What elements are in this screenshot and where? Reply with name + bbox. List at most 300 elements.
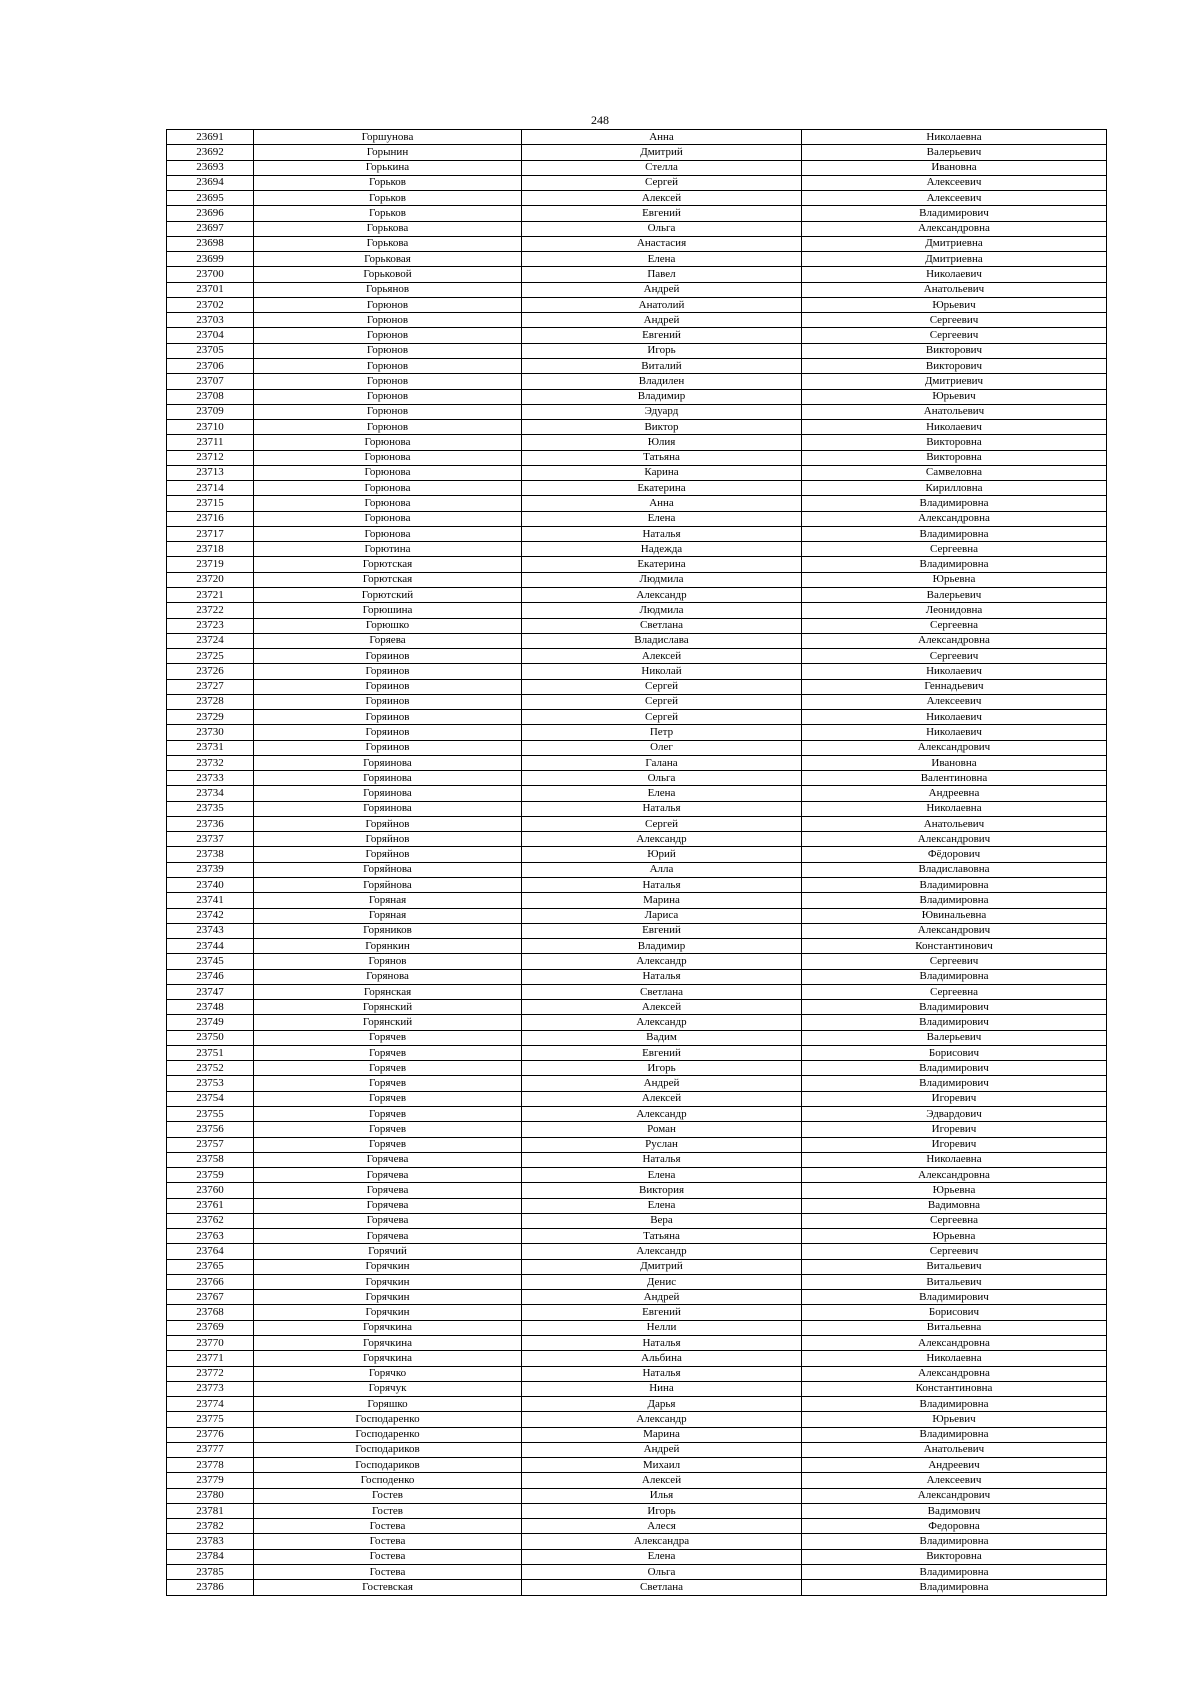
table-row (167, 328, 1107, 343)
record-number-cell: 23708 (167, 389, 254, 404)
surname-cell: Горьковой (254, 267, 522, 282)
table-row (167, 404, 1107, 419)
record-number-cell: 23713 (167, 465, 254, 480)
first-name-cell: Анна (522, 496, 802, 511)
patronymic-cell: Владимирович (802, 1000, 1107, 1015)
record-number-cell: 23779 (167, 1473, 254, 1488)
patronymic-cell: Сергеевич (802, 649, 1107, 664)
table-row (167, 1458, 1107, 1473)
patronymic-cell: Александрович (802, 923, 1107, 938)
record-number-cell: 23737 (167, 832, 254, 847)
record-number-cell: 23732 (167, 755, 254, 770)
table-row (167, 1183, 1107, 1198)
surname-cell: Горюнов (254, 358, 522, 373)
record-number-cell: 23782 (167, 1519, 254, 1534)
patronymic-cell: Сергеевна (802, 1213, 1107, 1228)
first-name-cell: Елена (522, 511, 802, 526)
first-name-cell: Наталья (522, 1335, 802, 1350)
patronymic-cell: Дмитриевич (802, 374, 1107, 389)
record-number-cell: 23744 (167, 939, 254, 954)
surname-cell: Горькова (254, 236, 522, 251)
table-row (167, 236, 1107, 251)
table-row (167, 847, 1107, 862)
surname-cell: Горячев (254, 1122, 522, 1137)
record-number-cell: 23729 (167, 710, 254, 725)
first-name-cell: Денис (522, 1274, 802, 1289)
record-number-cell: 23746 (167, 969, 254, 984)
first-name-cell: Наталья (522, 526, 802, 541)
record-number-cell: 23716 (167, 511, 254, 526)
record-number-cell: 23739 (167, 862, 254, 877)
record-number-cell: 23775 (167, 1412, 254, 1427)
surname-cell: Горянский (254, 1015, 522, 1030)
first-name-cell: Евгений (522, 923, 802, 938)
record-number-cell: 23692 (167, 145, 254, 160)
patronymic-cell: Николаевна (802, 130, 1107, 145)
surname-cell: Горюнова (254, 526, 522, 541)
table-row (167, 694, 1107, 709)
table-row (167, 221, 1107, 236)
first-name-cell: Алексей (522, 1473, 802, 1488)
surname-cell: Горюнова (254, 450, 522, 465)
first-name-cell: Ольга (522, 221, 802, 236)
first-name-cell: Виктория (522, 1183, 802, 1198)
surname-cell: Горяйнов (254, 816, 522, 831)
first-name-cell: Карина (522, 465, 802, 480)
patronymic-cell: Анатольевич (802, 282, 1107, 297)
record-number-cell: 23707 (167, 374, 254, 389)
record-number-cell: 23759 (167, 1168, 254, 1183)
table-row (167, 1351, 1107, 1366)
record-number-cell: 23705 (167, 343, 254, 358)
surname-cell: Горячев (254, 1107, 522, 1122)
patronymic-cell: Игоревич (802, 1122, 1107, 1137)
record-number-cell: 23752 (167, 1061, 254, 1076)
surname-cell: Горяйнов (254, 832, 522, 847)
patronymic-cell: Дмитриевна (802, 252, 1107, 267)
record-number-cell: 23695 (167, 191, 254, 206)
table-row (167, 511, 1107, 526)
table-row (167, 1503, 1107, 1518)
table-row (167, 343, 1107, 358)
surname-cell: Горшунова (254, 130, 522, 145)
patronymic-cell: Владимирович (802, 1290, 1107, 1305)
table-row (167, 1412, 1107, 1427)
record-number-cell: 23757 (167, 1137, 254, 1152)
first-name-cell: Виктор (522, 420, 802, 435)
record-number-cell: 23761 (167, 1198, 254, 1213)
first-name-cell: Елена (522, 1198, 802, 1213)
first-name-cell: Игорь (522, 1503, 802, 1518)
table-row (167, 1366, 1107, 1381)
first-name-cell: Елена (522, 786, 802, 801)
record-number-cell: 23765 (167, 1259, 254, 1274)
first-name-cell: Нина (522, 1381, 802, 1396)
first-name-cell: Виталий (522, 358, 802, 373)
table-row (167, 1244, 1107, 1259)
patronymic-cell: Алексеевич (802, 175, 1107, 190)
first-name-cell: Олег (522, 740, 802, 755)
record-number-cell: 23724 (167, 633, 254, 648)
table-row (167, 923, 1107, 938)
patronymic-cell: Вадимович (802, 1503, 1107, 1518)
surname-cell: Горяинов (254, 725, 522, 740)
table-row (167, 1076, 1107, 1091)
patronymic-cell: Леонидовна (802, 603, 1107, 618)
first-name-cell: Светлана (522, 984, 802, 999)
record-number-cell: 23722 (167, 603, 254, 618)
record-number-cell: 23762 (167, 1213, 254, 1228)
table-row (167, 557, 1107, 572)
first-name-cell: Евгений (522, 1045, 802, 1060)
record-number-cell: 23711 (167, 435, 254, 450)
surname-cell: Горюнов (254, 328, 522, 343)
surname-cell: Горячук (254, 1381, 522, 1396)
patronymic-cell: Алексеевич (802, 191, 1107, 206)
table-row (167, 252, 1107, 267)
patronymic-cell: Владимировна (802, 496, 1107, 511)
table-row (167, 374, 1107, 389)
patronymic-cell: Константинович (802, 939, 1107, 954)
surname-cell: Господаренко (254, 1412, 522, 1427)
patronymic-cell: Константиновна (802, 1381, 1107, 1396)
surname-cell: Гостева (254, 1534, 522, 1549)
first-name-cell: Стелла (522, 160, 802, 175)
patronymic-cell: Сергеевич (802, 954, 1107, 969)
first-name-cell: Наталья (522, 1366, 802, 1381)
first-name-cell: Эдуард (522, 404, 802, 419)
first-name-cell: Наталья (522, 801, 802, 816)
table-row (167, 1519, 1107, 1534)
record-number-cell: 23766 (167, 1274, 254, 1289)
surname-cell: Горютская (254, 572, 522, 587)
patronymic-cell: Николаевич (802, 420, 1107, 435)
table-row (167, 1015, 1107, 1030)
patronymic-cell: Ивановна (802, 755, 1107, 770)
record-number-cell: 23769 (167, 1320, 254, 1335)
record-number-cell: 23753 (167, 1076, 254, 1091)
surname-cell: Горюнова (254, 465, 522, 480)
record-number-cell: 23763 (167, 1229, 254, 1244)
record-number-cell: 23740 (167, 878, 254, 893)
surname-cell: Горячев (254, 1137, 522, 1152)
table-row (167, 862, 1107, 877)
first-name-cell: Дарья (522, 1397, 802, 1412)
surname-cell: Горюнова (254, 511, 522, 526)
record-number-cell: 23742 (167, 908, 254, 923)
surname-cell: Горюнова (254, 496, 522, 511)
record-number-cell: 23709 (167, 404, 254, 419)
table-row (167, 175, 1107, 190)
record-number-cell: 23733 (167, 771, 254, 786)
first-name-cell: Александр (522, 832, 802, 847)
surname-cell: Господенко (254, 1473, 522, 1488)
first-name-cell: Александр (522, 1107, 802, 1122)
first-name-cell: Алексей (522, 1000, 802, 1015)
patronymic-cell: Викторович (802, 358, 1107, 373)
first-name-cell: Алексей (522, 191, 802, 206)
patronymic-cell: Витальевич (802, 1274, 1107, 1289)
surname-cell: Горянов (254, 954, 522, 969)
surname-cell: Гостева (254, 1519, 522, 1534)
first-name-cell: Елена (522, 1168, 802, 1183)
patronymic-cell: Николаевич (802, 267, 1107, 282)
record-number-cell: 23696 (167, 206, 254, 221)
patronymic-cell: Сергеевна (802, 984, 1107, 999)
patronymic-cell: Андреевич (802, 1458, 1107, 1473)
patronymic-cell: Николаевна (802, 1152, 1107, 1167)
patronymic-cell: Владимировна (802, 1564, 1107, 1579)
patronymic-cell: Федоровна (802, 1519, 1107, 1534)
patronymic-cell: Александрович (802, 1488, 1107, 1503)
surname-cell: Горянская (254, 984, 522, 999)
surname-cell: Горюнов (254, 420, 522, 435)
patronymic-cell: Александровна (802, 511, 1107, 526)
table-row (167, 832, 1107, 847)
roster-body (167, 130, 1107, 1596)
record-number-cell: 23725 (167, 649, 254, 664)
patronymic-cell: Борисович (802, 1045, 1107, 1060)
first-name-cell: Сергей (522, 694, 802, 709)
patronymic-cell: Валерьевич (802, 145, 1107, 160)
surname-cell: Горюшко (254, 618, 522, 633)
table-row (167, 1534, 1107, 1549)
table-row (167, 984, 1107, 999)
table-row (167, 389, 1107, 404)
surname-cell: Горькова (254, 221, 522, 236)
table-row (167, 1473, 1107, 1488)
table-row (167, 771, 1107, 786)
surname-cell: Горячкин (254, 1259, 522, 1274)
patronymic-cell: Анатольевич (802, 404, 1107, 419)
record-number-cell: 23755 (167, 1107, 254, 1122)
surname-cell: Горьков (254, 206, 522, 221)
surname-cell: Горянова (254, 969, 522, 984)
table-row (167, 542, 1107, 557)
record-number-cell: 23750 (167, 1030, 254, 1045)
first-name-cell: Евгений (522, 206, 802, 221)
record-number-cell: 23774 (167, 1397, 254, 1412)
surname-cell: Горяинов (254, 740, 522, 755)
record-number-cell: 23693 (167, 160, 254, 175)
surname-cell: Горюнова (254, 481, 522, 496)
first-name-cell: Светлана (522, 618, 802, 633)
patronymic-cell: Александровна (802, 221, 1107, 236)
patronymic-cell: Владимирович (802, 1015, 1107, 1030)
first-name-cell: Павел (522, 267, 802, 282)
record-number-cell: 23785 (167, 1564, 254, 1579)
table-row (167, 450, 1107, 465)
patronymic-cell: Валерьевич (802, 587, 1107, 602)
record-number-cell: 23764 (167, 1244, 254, 1259)
first-name-cell: Наталья (522, 1152, 802, 1167)
first-name-cell: Андрей (522, 313, 802, 328)
patronymic-cell: Владимировна (802, 1427, 1107, 1442)
surname-cell: Горяинов (254, 649, 522, 664)
patronymic-cell: Николаевич (802, 710, 1107, 725)
record-number-cell: 23770 (167, 1335, 254, 1350)
table-row (167, 1122, 1107, 1137)
patronymic-cell: Александрович (802, 832, 1107, 847)
table-row (167, 420, 1107, 435)
record-number-cell: 23701 (167, 282, 254, 297)
table-row (167, 954, 1107, 969)
patronymic-cell: Юрьевич (802, 389, 1107, 404)
table-row (167, 191, 1107, 206)
first-name-cell: Галана (522, 755, 802, 770)
first-name-cell: Петр (522, 725, 802, 740)
record-number-cell: 23778 (167, 1458, 254, 1473)
surname-cell: Горячкин (254, 1290, 522, 1305)
first-name-cell: Михаил (522, 1458, 802, 1473)
patronymic-cell: Николаевич (802, 664, 1107, 679)
table-row (167, 740, 1107, 755)
first-name-cell: Наталья (522, 969, 802, 984)
surname-cell: Горячкина (254, 1320, 522, 1335)
table-row (167, 649, 1107, 664)
first-name-cell: Владилен (522, 374, 802, 389)
first-name-cell: Игорь (522, 1061, 802, 1076)
first-name-cell: Руслан (522, 1137, 802, 1152)
first-name-cell: Татьяна (522, 450, 802, 465)
first-name-cell: Елена (522, 1549, 802, 1564)
table-row (167, 755, 1107, 770)
table-row (167, 282, 1107, 297)
surname-cell: Горячева (254, 1198, 522, 1213)
patronymic-cell: Викторовна (802, 435, 1107, 450)
record-number-cell: 23758 (167, 1152, 254, 1167)
surname-cell: Горяйнова (254, 878, 522, 893)
table-row (167, 160, 1107, 175)
table-row (167, 1198, 1107, 1213)
record-number-cell: 23720 (167, 572, 254, 587)
patronymic-cell: Владимировна (802, 1397, 1107, 1412)
table-row (167, 130, 1107, 145)
surname-cell: Горьков (254, 191, 522, 206)
page-number: 248 (591, 113, 609, 127)
record-number-cell: 23702 (167, 297, 254, 312)
patronymic-cell: Владимировна (802, 1580, 1107, 1595)
patronymic-cell: Владимировна (802, 557, 1107, 572)
patronymic-cell: Владимировна (802, 969, 1107, 984)
surname-cell: Горюнов (254, 389, 522, 404)
surname-cell: Горынин (254, 145, 522, 160)
table-row (167, 633, 1107, 648)
surname-cell: Горянкин (254, 939, 522, 954)
record-number-cell: 23784 (167, 1549, 254, 1564)
surname-cell: Горячкин (254, 1305, 522, 1320)
table-row (167, 1427, 1107, 1442)
table-row (167, 893, 1107, 908)
surname-cell: Гостев (254, 1488, 522, 1503)
record-number-cell: 23745 (167, 954, 254, 969)
table-row (167, 1061, 1107, 1076)
patronymic-cell: Сергеевна (802, 542, 1107, 557)
patronymic-cell: Николаевич (802, 725, 1107, 740)
table-row (167, 1549, 1107, 1564)
surname-cell: Горяинов (254, 664, 522, 679)
first-name-cell: Сергей (522, 816, 802, 831)
surname-cell: Горячева (254, 1168, 522, 1183)
patronymic-cell: Борисович (802, 1305, 1107, 1320)
surname-cell: Горюнов (254, 313, 522, 328)
surname-cell: Горяинова (254, 771, 522, 786)
record-number-cell: 23760 (167, 1183, 254, 1198)
surname-cell: Горяйнова (254, 862, 522, 877)
patronymic-cell: Андреевна (802, 786, 1107, 801)
record-number-cell: 23786 (167, 1580, 254, 1595)
record-number-cell: 23736 (167, 816, 254, 831)
table-row (167, 1274, 1107, 1289)
table-row (167, 1320, 1107, 1335)
table-row (167, 1107, 1107, 1122)
surname-cell: Горяная (254, 908, 522, 923)
first-name-cell: Николай (522, 664, 802, 679)
patronymic-cell: Владимировна (802, 1534, 1107, 1549)
table-row (167, 1580, 1107, 1595)
first-name-cell: Наталья (522, 878, 802, 893)
patronymic-cell: Александровна (802, 1335, 1107, 1350)
record-number-cell: 23768 (167, 1305, 254, 1320)
patronymic-cell: Алексеевич (802, 1473, 1107, 1488)
surname-cell: Горяева (254, 633, 522, 648)
table-row (167, 1168, 1107, 1183)
patronymic-cell: Валерьевич (802, 1030, 1107, 1045)
patronymic-cell: Юрьевна (802, 1183, 1107, 1198)
first-name-cell: Светлана (522, 1580, 802, 1595)
surname-cell: Горячев (254, 1091, 522, 1106)
record-number-cell: 23771 (167, 1351, 254, 1366)
surname-cell: Горянский (254, 1000, 522, 1015)
surname-cell: Горяная (254, 893, 522, 908)
record-number-cell: 23699 (167, 252, 254, 267)
record-number-cell: 23715 (167, 496, 254, 511)
record-number-cell: 23719 (167, 557, 254, 572)
patronymic-cell: Ивановна (802, 160, 1107, 175)
record-number-cell: 23700 (167, 267, 254, 282)
first-name-cell: Надежда (522, 542, 802, 557)
patronymic-cell: Владиславовна (802, 862, 1107, 877)
record-number-cell: 23731 (167, 740, 254, 755)
table-row (167, 526, 1107, 541)
table-row (167, 297, 1107, 312)
surname-cell: Горячев (254, 1076, 522, 1091)
surname-cell: Горюнов (254, 343, 522, 358)
table-row (167, 664, 1107, 679)
patronymic-cell: Игоревич (802, 1137, 1107, 1152)
table-row (167, 1259, 1107, 1274)
first-name-cell: Владимир (522, 389, 802, 404)
record-number-cell: 23776 (167, 1427, 254, 1442)
surname-cell: Господариков (254, 1458, 522, 1473)
roster-table (166, 129, 1107, 1596)
first-name-cell: Андрей (522, 1290, 802, 1305)
record-number-cell: 23691 (167, 130, 254, 145)
record-number-cell: 23754 (167, 1091, 254, 1106)
record-number-cell: 23723 (167, 618, 254, 633)
table-row (167, 1381, 1107, 1396)
table-row (167, 145, 1107, 160)
first-name-cell: Андрей (522, 1442, 802, 1457)
table-row (167, 816, 1107, 831)
patronymic-cell: Кирилловна (802, 481, 1107, 496)
first-name-cell: Дмитрий (522, 1259, 802, 1274)
surname-cell: Господариков (254, 1442, 522, 1457)
record-number-cell: 23748 (167, 1000, 254, 1015)
surname-cell: Горяинова (254, 755, 522, 770)
first-name-cell: Сергей (522, 679, 802, 694)
patronymic-cell: Валентиновна (802, 771, 1107, 786)
